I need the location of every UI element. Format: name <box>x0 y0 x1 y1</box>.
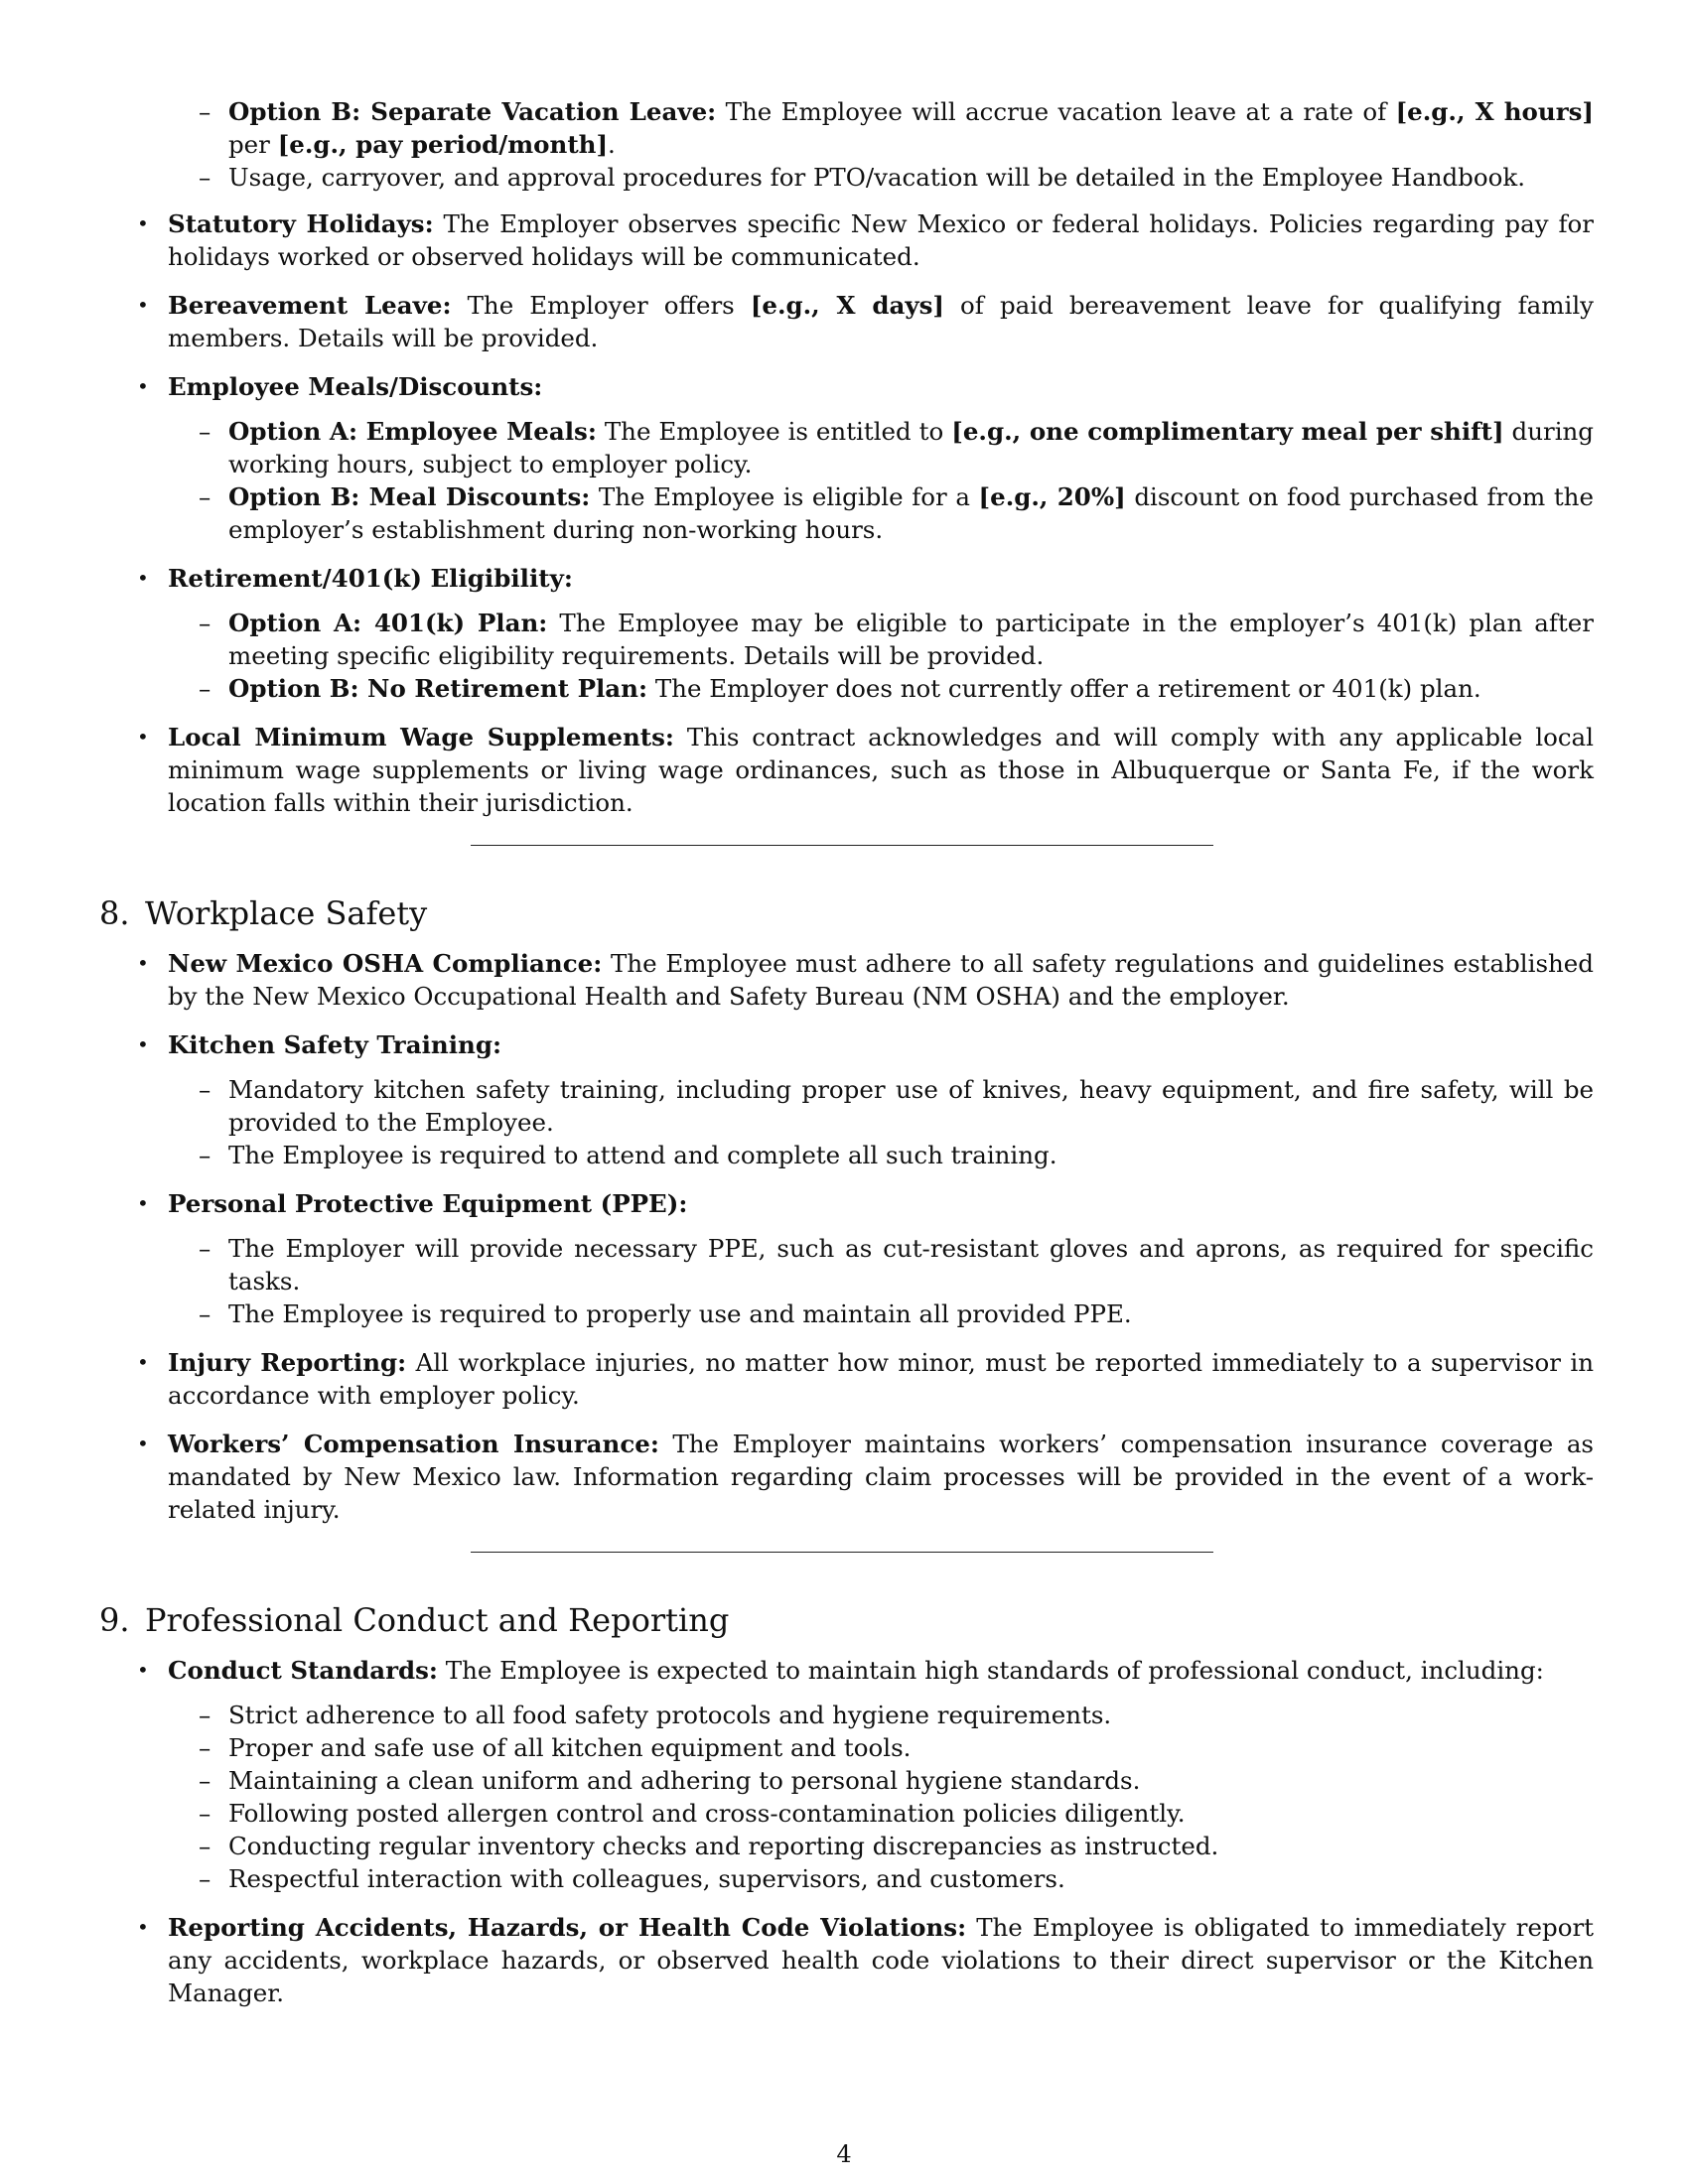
sub-list <box>168 415 1594 546</box>
item-text: The Employee will accrue vacation leave at a rate of <box>716 97 1396 126</box>
list-item <box>168 1699 1594 1731</box>
item-text: The Employee must adhere to all safety regulations and guidelines established by the New Mexico Occupational Health and Safety Bureau (NM OSHA) and the employer. <box>168 949 1594 1011</box>
dash-marker: – <box>199 1766 211 1795</box>
dash-marker: – <box>199 97 211 126</box>
bullet-marker: • <box>137 293 149 317</box>
item-text: The Employee is eligible for a <box>590 482 979 511</box>
dash-marker: – <box>199 1701 211 1729</box>
list-item <box>168 1830 1594 1862</box>
list-item <box>168 672 1594 705</box>
placeholder-text: [e.g., pay period/month] <box>277 130 609 159</box>
item-label: Retirement/401(k) Eligibility: <box>168 564 573 593</box>
item-label: Option A: Employee Meals: <box>228 417 597 446</box>
section-heading-professional-conduct <box>99 1600 1594 1640</box>
section8-list <box>99 947 1594 1526</box>
item-label: Kitchen Safety Training: <box>168 1030 502 1059</box>
page-number: 4 <box>836 2140 852 2168</box>
list-item <box>99 1911 1594 2009</box>
item-text: during working hours, subject to employer policy. <box>228 417 1594 478</box>
item-text: The Employee is required to attend and complete all such training. <box>228 1141 1057 1169</box>
item-label: Option B: Separate Vacation Leave: <box>228 97 717 126</box>
item-text: per <box>228 130 278 159</box>
bullet-marker: • <box>137 211 149 235</box>
item-text: Conducting regular inventory checks and reporting discrepancies as instructed. <box>228 1832 1219 1860</box>
item-text: Maintaining a clean uniform and adhering to personal hygiene standards. <box>228 1766 1141 1795</box>
bullet-marker: • <box>137 1915 149 1939</box>
sub-list <box>168 607 1594 705</box>
item-text: The Employer maintains workers’ compensation insurance coverage as mandated by New Mexico law. Information regarding claim processes will be provided in the event of a work-related injury. <box>168 1430 1595 1524</box>
item-text: The Employee is obligated to immediately report any accidents, workplace hazards, or observed health code violations to their direct supervisor or the Kitchen Manager. <box>168 1913 1595 2007</box>
item-text: . <box>608 130 616 159</box>
bullet-marker: • <box>137 1658 149 1682</box>
list-item <box>99 1187 1594 1330</box>
item-text: This contract acknowledges and will comply with any applicable local minimum wage supplements or living wage ordinances, such as those in Albuquerque or Santa Fe, if the work location falls within their jurisdiction. <box>168 723 1594 817</box>
item-text: Proper and safe use of all kitchen equipment and tools. <box>228 1733 912 1762</box>
item-text: The Employer will provide necessary PPE, such as cut-resistant gloves and aprons, as required for specific tasks. <box>228 1234 1594 1296</box>
bullet-marker: • <box>137 1432 149 1455</box>
bullet-marker: • <box>137 1191 149 1215</box>
list-item <box>168 1731 1594 1764</box>
list-item <box>168 480 1594 546</box>
item-text: The Employee is expected to maintain high standards of professional conduct, including: <box>437 1656 1544 1685</box>
placeholder-text: [e.g., 20%] <box>978 482 1126 511</box>
item-label: New Mexico OSHA Compliance: <box>168 949 603 978</box>
item-label: Option B: No Retirement Plan: <box>228 674 648 703</box>
item-text: Strict adherence to all food safety protocols and hygiene requirements. <box>228 1701 1112 1729</box>
section-number: 9. <box>99 1601 130 1639</box>
item-label: Bereavement Leave: <box>168 291 452 320</box>
section-title: Professional Conduct and Reporting <box>145 1601 730 1639</box>
item-text: The Employer does not currently offer a retirement or 401(k) plan. <box>647 674 1481 703</box>
list-item <box>99 95 1594 161</box>
dash-marker: – <box>199 1733 211 1762</box>
dash-marker: – <box>199 1075 211 1104</box>
item-text: Usage, carryover, and approval procedures for PTO/vacation will be detailed in the Employee Handbook. <box>228 163 1525 192</box>
list-item <box>168 1297 1594 1330</box>
list-item <box>99 721 1594 819</box>
dash-marker: – <box>199 609 211 637</box>
section-divider <box>471 845 1213 846</box>
item-label: Local Minimum Wage Supplements: <box>168 723 674 751</box>
placeholder-text: [e.g., X days] <box>750 291 944 320</box>
list-item <box>99 289 1594 354</box>
sub-list <box>168 1073 1594 1171</box>
list-item <box>99 161 1594 194</box>
list-item <box>168 1797 1594 1830</box>
item-label: Injury Reporting: <box>168 1348 407 1377</box>
item-label: Statutory Holidays: <box>168 209 434 238</box>
section9-list <box>99 1654 1594 2009</box>
placeholder-text: [e.g., X hours] <box>1395 97 1595 126</box>
list-item <box>99 1428 1594 1526</box>
dash-marker: – <box>199 417 211 446</box>
list-item <box>99 1654 1594 1895</box>
item-text: The Employee is entitled to <box>596 417 952 446</box>
item-label: Workers’ Compensation Insurance: <box>168 1430 659 1458</box>
list-item <box>99 207 1594 273</box>
item-text: discount on food purchased from the employer’s establishment during non-working hours. <box>228 482 1594 544</box>
dash-marker: – <box>199 482 211 511</box>
item-text: The Employer offers <box>451 291 751 320</box>
list-item <box>168 1073 1594 1139</box>
bullet-marker: • <box>137 951 149 975</box>
section-divider <box>471 1552 1213 1553</box>
item-text: The Employee is required to properly use and maintain all provided PPE. <box>228 1299 1132 1328</box>
section7-list <box>99 207 1594 819</box>
list-item <box>168 1139 1594 1171</box>
bullet-marker: • <box>137 1032 149 1056</box>
item-text: All workplace injuries, no matter how minor, must be reported immediately to a supervisor in accordance with employer policy. <box>168 1348 1594 1410</box>
list-item <box>99 562 1594 705</box>
sub-list <box>168 1699 1594 1895</box>
bullet-marker: • <box>137 725 149 749</box>
list-item <box>99 370 1594 546</box>
item-label: Conduct Standards: <box>168 1656 438 1685</box>
item-text: The Employer observes specific New Mexico or federal holidays. Policies regarding pay for holidays worked or observed holidays will be communicated. <box>168 209 1594 271</box>
bullet-marker: • <box>137 566 149 590</box>
dash-marker: – <box>199 1864 211 1893</box>
item-label: Reporting Accidents, Hazards, or Health Code Violations: <box>168 1913 967 1942</box>
bullet-marker: • <box>137 1350 149 1374</box>
section-number: 8. <box>99 894 130 932</box>
dash-marker: – <box>199 163 211 192</box>
item-label: Employee Meals/Discounts: <box>168 372 543 401</box>
item-text: Following posted allergen control and cross-contamination policies diligently. <box>228 1799 1186 1828</box>
continued-subitems <box>99 95 1594 194</box>
list-item <box>168 1764 1594 1797</box>
dash-marker: – <box>199 1832 211 1860</box>
bullet-marker: • <box>137 374 149 398</box>
dash-marker: – <box>199 1299 211 1328</box>
item-label: Personal Protective Equipment (PPE): <box>168 1189 688 1218</box>
page-content <box>99 95 1594 2025</box>
list-item <box>168 1862 1594 1895</box>
item-label: Option B: Meal Discounts: <box>228 482 591 511</box>
list-item <box>168 607 1594 672</box>
list-item <box>99 947 1594 1013</box>
list-item <box>99 1346 1594 1412</box>
dash-marker: – <box>199 1141 211 1169</box>
list-item <box>168 1232 1594 1297</box>
dash-marker: – <box>199 1234 211 1263</box>
item-text: Mandatory kitchen safety training, including proper use of knives, heavy equipment, and fire safety, will be provided to the Employee. <box>228 1075 1594 1137</box>
dash-marker: – <box>199 1799 211 1828</box>
section-title: Workplace Safety <box>145 894 428 932</box>
placeholder-text: [e.g., one complimentary meal per shift] <box>951 417 1504 446</box>
list-item <box>99 1028 1594 1171</box>
item-label: Option A: 401(k) Plan: <box>228 609 548 637</box>
sub-list <box>168 1232 1594 1330</box>
list-item <box>168 415 1594 480</box>
dash-marker: – <box>199 674 211 703</box>
item-text: Respectful interaction with colleagues, supervisors, and customers. <box>228 1864 1065 1893</box>
item-text: of paid bereavement leave for qualifying family members. Details will be provided. <box>168 291 1594 352</box>
section-heading-workplace-safety <box>99 893 1594 933</box>
item-text: The Employee may be eligible to participate in the employer’s 401(k) plan after meeting specific eligibility requirements. Details will be provided. <box>228 609 1595 670</box>
